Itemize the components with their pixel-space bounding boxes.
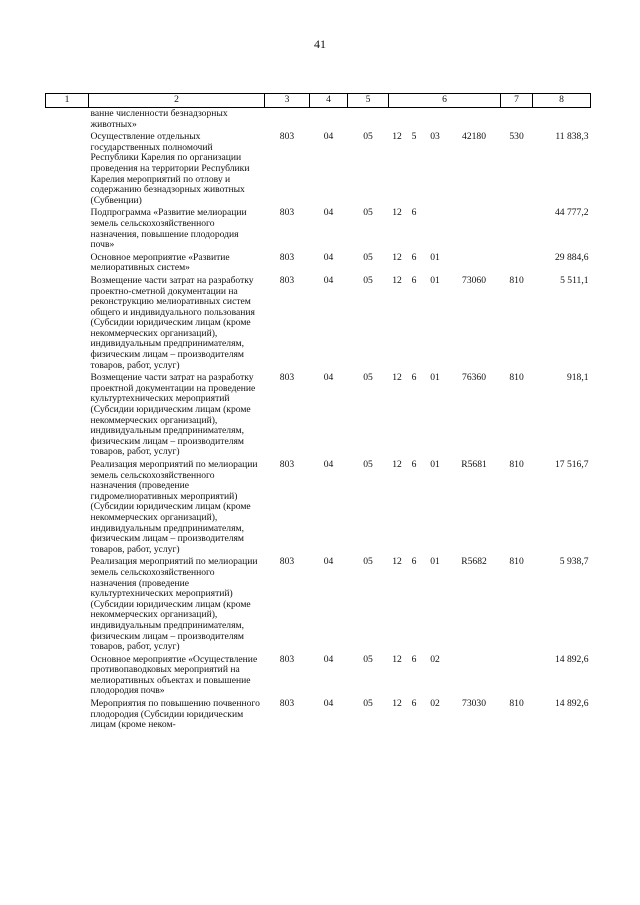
row-amount: 11 838,3 [555, 131, 589, 143]
row-expense-type-code: 810 [509, 372, 524, 384]
row-program-code: 12 [392, 131, 402, 143]
row-description: Мероприятия по повышению почвенного плодородия (Субсидии юридическим лицам (кроме неком- [90, 698, 260, 731]
header-col-1: 1 [46, 94, 89, 108]
row-program-code: 12 [392, 207, 402, 219]
row-ministry-code: 803 [279, 698, 295, 710]
table-row [46, 253, 591, 276]
row-expense-type-code: 810 [509, 698, 524, 710]
row-ministry-code: 803 [279, 372, 295, 384]
table-row [46, 557, 591, 654]
row-description: Осуществление отдельных государственных полномочий Республики Карелия по организации проведения на территории Республики Карелия мероприятий по отлову и содержанию безнадзорных животных (Субвенции) [90, 131, 250, 206]
row-index-cell [46, 276, 89, 373]
row-subsection-code: 05 [363, 556, 373, 568]
row-index-cell [46, 699, 89, 733]
row-activity-code: 01 [430, 251, 440, 263]
row-program-code: 12 [392, 274, 402, 286]
row-program-code: 12 [392, 372, 402, 384]
row-amount: 29 884,6 [554, 251, 589, 263]
row-amount: 14 892,6 [554, 653, 589, 665]
row-description: Подпрограмма «Развитие мелиорации земель сельскохозяйственного назначения, повышение плодородия почв» [90, 207, 247, 251]
row-description: Возмещение части затрат на разработку проектно-сметной документации на реконструкцию мелиоративных систем общего и индивидуального пользования (Субсидии юридическим лицам (кроме некоммерческих организаций), индивидуальным предпринимателям, физическим лицам – производителям товаров, работ, услуг) [90, 274, 255, 371]
row-expense-type-code [501, 655, 533, 699]
row-ministry-code: 803 [279, 274, 295, 286]
header-col-5: 5 [348, 94, 389, 108]
row-expense-type-code: 810 [509, 556, 524, 568]
row-amount: 5 938,7 [559, 556, 589, 568]
page-number: 41 [314, 37, 326, 51]
row-section-code: 04 [323, 698, 334, 710]
row-activity-code: 02 [430, 653, 440, 665]
budget-table [45, 93, 591, 733]
row-section-code: 04 [323, 459, 334, 470]
row-subprogram-code: 6 [411, 207, 417, 219]
row-subprogram-code: 6 [411, 556, 417, 568]
row-section-code [310, 108, 348, 133]
row-ministry-code: 803 [279, 207, 295, 219]
table-row [46, 699, 591, 733]
row-index-cell [46, 108, 89, 133]
header-col-4: 4 [310, 94, 348, 108]
header-col-2: 2 [89, 94, 265, 108]
row-direction-code [448, 108, 501, 133]
table-body [46, 108, 591, 733]
row-section-code: 04 [323, 207, 334, 219]
row-section-code: 04 [323, 556, 334, 568]
row-amount: 14 892,6 [554, 698, 589, 710]
row-amount: 5 511,1 [560, 274, 589, 286]
header-col-8: 8 [533, 94, 591, 108]
header-row [46, 94, 591, 108]
row-ministry-code [265, 108, 310, 133]
row-amount: 17 516,7 [554, 459, 589, 470]
row-program-code [389, 108, 406, 133]
row-expense-type-code [501, 108, 533, 133]
row-ministry-code: 803 [279, 459, 295, 470]
row-section-code: 04 [323, 251, 334, 263]
row-program-code: 12 [392, 459, 402, 470]
row-expense-type-code [501, 253, 533, 276]
row-direction-code: 42180 [462, 131, 487, 143]
row-direction-code: 76360 [462, 372, 487, 384]
row-section-code: 04 [323, 653, 334, 665]
row-description: ванне численности безнадзорных животных» [90, 108, 228, 130]
row-description: Основное мероприятие «Осуществление противопаводковых мероприятий на мелиоративных объектах и повышение плодородия почв» [90, 653, 258, 697]
row-activity-code: 01 [430, 459, 440, 470]
row-direction-code: R5681 [461, 459, 487, 470]
row-subprogram-code: 6 [411, 459, 417, 470]
row-subprogram-code: 6 [411, 653, 417, 665]
row-subsection-code: 05 [363, 459, 373, 470]
row-program-code: 12 [392, 251, 402, 263]
row-section-code: 04 [323, 372, 334, 384]
row-expense-type-code: 530 [509, 131, 524, 143]
header-col-7: 7 [501, 94, 533, 108]
table-row [46, 276, 591, 373]
row-index-cell [46, 373, 89, 460]
row-subsection-code: 05 [363, 251, 373, 263]
row-activity-code: 03 [430, 131, 440, 143]
row-section-code: 04 [323, 131, 334, 143]
row-index-cell [46, 655, 89, 699]
row-index-cell [46, 557, 89, 654]
row-subprogram-code: 6 [411, 698, 417, 710]
header-col-3: 3 [265, 94, 310, 108]
row-index-cell [46, 208, 89, 252]
row-description: Возмещение части затрат на разработку проектной документации на проведение культуртехнических мероприятий (Субсидии юридическим лицам (кроме некоммерческих организаций), индивидуальным предпринимателям, физическим лицам – производителям товаров, работ, услуг) [90, 372, 256, 458]
row-index-cell [46, 460, 89, 557]
row-amount [533, 108, 591, 133]
row-activity-code: 01 [430, 274, 440, 286]
row-activity-code: 01 [430, 372, 440, 384]
row-ministry-code: 803 [279, 556, 295, 568]
row-activity-code [423, 108, 448, 133]
row-subsection-code: 05 [363, 653, 373, 665]
table-row [46, 373, 591, 460]
row-direction-code [448, 253, 501, 276]
row-direction-code [448, 655, 501, 699]
row-program-code: 12 [392, 698, 402, 710]
table-row [46, 132, 591, 208]
row-subsection-code: 05 [363, 274, 373, 286]
row-expense-type-code: 810 [509, 459, 524, 470]
row-index-cell [46, 253, 89, 276]
row-program-code: 12 [392, 653, 402, 665]
row-direction-code [448, 208, 501, 252]
row-ministry-code: 803 [279, 251, 295, 263]
row-subprogram-code [406, 108, 423, 133]
row-subsection-code [348, 108, 389, 133]
row-subprogram-code: 5 [411, 131, 417, 143]
row-ministry-code: 803 [279, 131, 295, 143]
row-direction-code: 73060 [462, 274, 487, 286]
row-amount: 44 777,2 [554, 207, 589, 219]
row-direction-code: 73030 [462, 698, 487, 710]
table-row [46, 208, 591, 252]
table-row [46, 108, 591, 133]
row-program-code: 12 [392, 556, 402, 568]
row-subsection-code: 05 [363, 698, 373, 710]
row-activity-code: 02 [430, 698, 440, 710]
row-ministry-code: 803 [279, 653, 295, 665]
row-index-cell [46, 132, 89, 208]
row-description: Реализация мероприятий по мелиорации земель сельскохозяйственного назначения (проведение гидромелиоративных мероприятий) (Субсидии юридическим лицам (кроме некоммерческих организаций), индивидуальным предпринимателям, физическим лицам – производителям товаров, работ, услуг) [90, 459, 258, 555]
row-description: Реализация мероприятий по мелиорации земель сельскохозяйственного назначения (проведение культуртехнических мероприятий) (Субсидии юридическим лицам (кроме некоммерческих организаций), индивидуальным предпринимателям, физическим лицам – производителям товаров, работ, услуг) [90, 556, 258, 653]
row-activity-code: 01 [430, 556, 440, 568]
row-activity-code [423, 208, 448, 252]
row-subsection-code: 05 [363, 131, 373, 143]
header-col-6: 6 [389, 94, 501, 108]
row-expense-type-code: 810 [509, 274, 524, 286]
row-section-code: 04 [323, 274, 334, 286]
row-amount: 918,1 [566, 372, 589, 384]
row-subprogram-code: 6 [411, 274, 417, 286]
row-subsection-code: 05 [363, 372, 373, 384]
row-subsection-code: 05 [363, 207, 373, 219]
row-expense-type-code [501, 208, 533, 252]
row-description: Основное мероприятие «Развитие мелиоративных систем» [90, 251, 230, 274]
table-row [46, 460, 591, 557]
table-row [46, 655, 591, 699]
row-direction-code: R5682 [461, 556, 487, 568]
row-subprogram-code: 6 [411, 251, 417, 263]
row-subprogram-code: 6 [411, 372, 417, 384]
